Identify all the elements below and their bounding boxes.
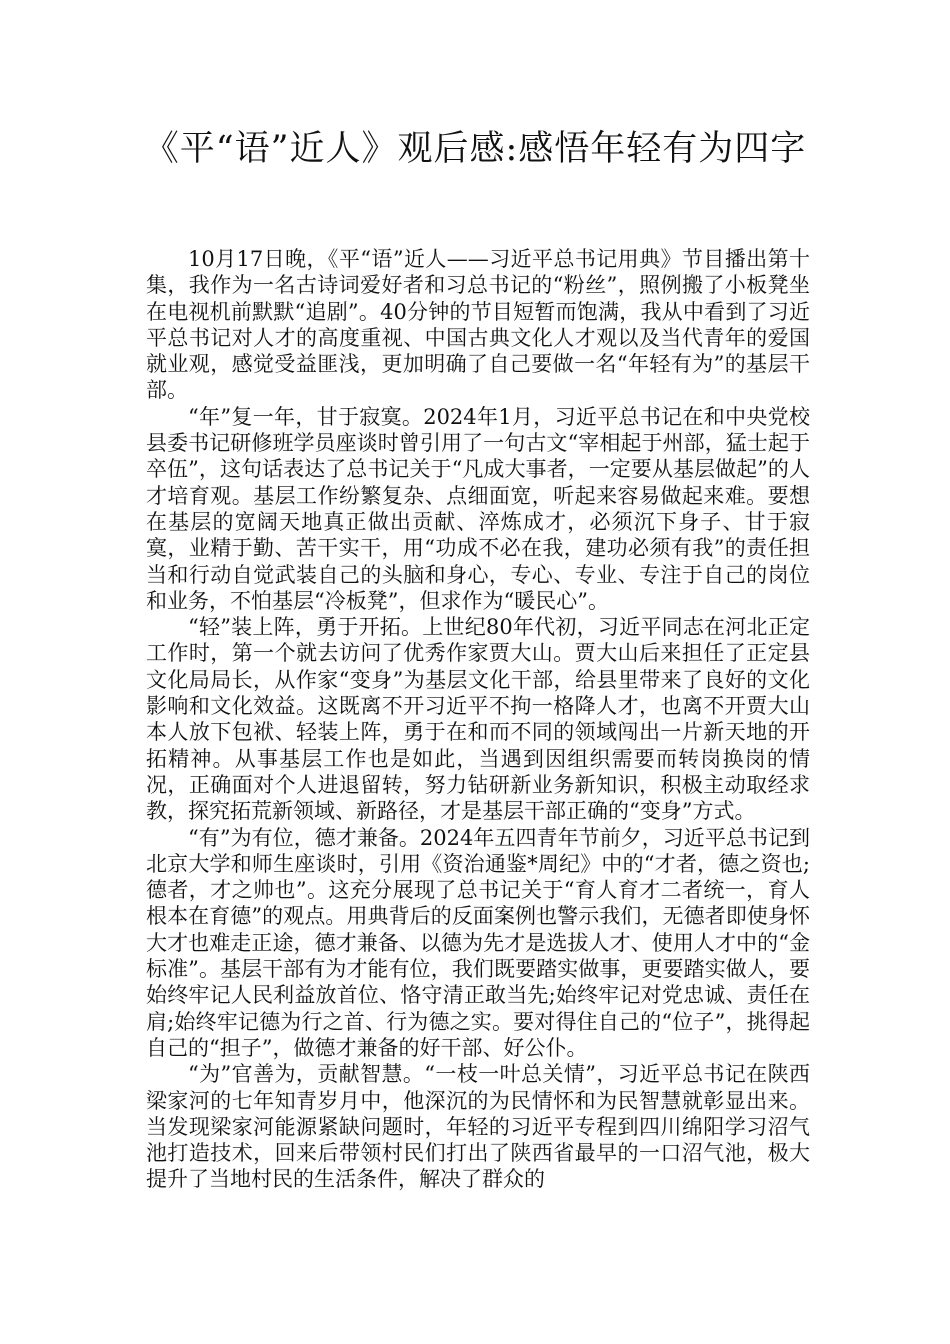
paragraph-intro: 10月17日晚，《平“语”近人——习近平总书记用典》节目播出第十集，我作为一名古诗词爱好者和习总书记的“粉丝”，照例搬了小板凳坐在电视机前默默“追剧”。40分钟的节目短暂而饱满，我从中看到了习近平总书记对人才的高度重视、中国古典文化人才观以及当代青年的爱国就业观，感觉受益匪浅，更加明确了自己要做一名“年轻有为”的基层干部。	[146, 247, 810, 403]
paragraph-qing: “轻”装上阵，勇于开拓。上世纪80年代初，习近平同志在河北正定工作时，第一个就去访问了优秀作家贾大山。贾大山后来担任了正定县文化局局长，从作家“变身”为基层文化干部，给县里带来了良好的文化影响和文化效益。这既离不开习近平不拘一格降人才，也离不开贾大山本人放下包袱、轻装上阵，勇于在和而不同的领域闯出一片新天地的开拓精神。从事基层工作也是如此，当遇到因组织需要而转岗换岗的情况，正确面对个人进退留转，努力钻研新业务新知识，积极主动取经求教，探究拓荒新领域、新路径，才是基层干部正确的“变身”方式。	[146, 615, 810, 824]
document-body	[146, 246, 810, 1193]
paragraph-you: “有”为有位，德才兼备。2024年五四青年节前夕，习近平总书记到北京大学和师生座谈时，引用《资治通鉴*周纪》中的“才者，德之资也;德者，才之帅也”。这充分展现了总书记关于“育人育才二者统一，育人根本在育德”的观点。用典背后的反面案例也警示我们，无德者即使身怀大才也难走正途，德才兼备、以德为先才是选拔人才、使用人才中的“金标准”。基层干部有为才能有位，我们既要踏实做事，更要踏实做人，要始终牢记人民利益放首位、恪守清正敢当先;始终牢记对党忠诚、责任在肩;始终牢记德为行之首、行为德之实。要对得住自己的“位子”，挑得起自己的“担子”，做德才兼备的好干部、好公仆。	[146, 825, 810, 1060]
paragraph-wei: “为”官善为，贡献智慧。“一枝一叶总关情”，习近平总书记在陕西梁家河的七年知青岁月中，他深沉的为民情怀和为民智慧就彰显出来。当发现梁家河能源紧缺问题时，年轻的习近平专程到四川绵阳学习沼气池打造技术，回来后带领村民们打出了陕西省最早的一口沼气池，极大提升了当地村民的生活条件，解决了群众的	[146, 1062, 810, 1192]
paragraph-nian: “年”复一年，甘于寂寞。2024年1月，习近平总书记在和中央党校县委书记研修班学员座谈时曾引用了一句古文“宰相起于州部，猛士起于卒伍”，这句话表达了总书记关于“凡成大事者，一定要从基层做起”的人才培育观。基层工作纷繁复杂、点细面宽，听起来容易做起来难。要想在基层的宽阔天地真正做出贡献、淬炼成才，必须沉下身子、甘于寂寞，业精于勤、苦干实干，用“功成不必在我，建功必须有我”的责任担当和行动自觉武装自己的头脑和身心，专心、专业、专注于自己的岗位和业务，不怕基层“冷板凳”，但求作为“暖民心”。	[146, 404, 810, 613]
document-title: 《平“语”近人》观后感:感悟年轻有为四字	[143, 129, 807, 169]
